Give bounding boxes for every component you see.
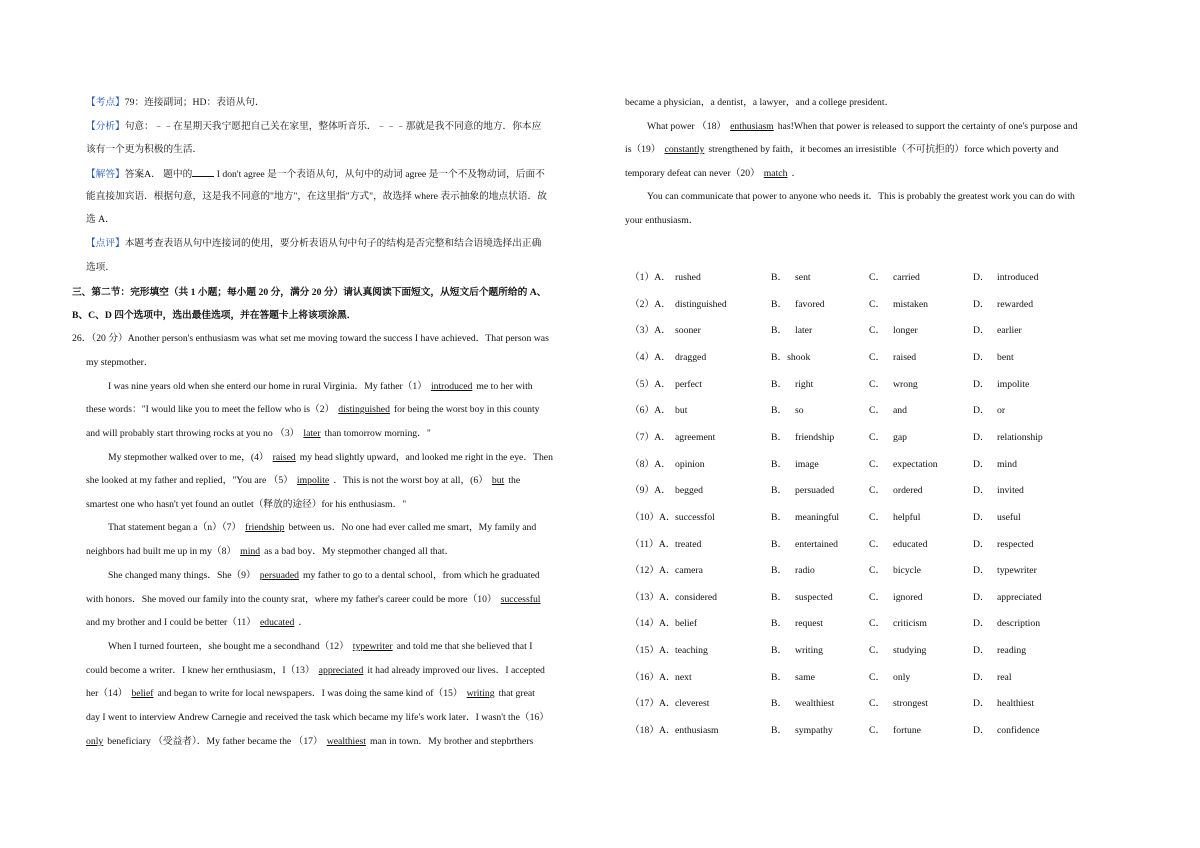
option-c-text: raised: [893, 351, 917, 363]
option-c-text: wrong: [893, 378, 918, 390]
dianping-text-2: 选项．: [86, 262, 116, 273]
answer-15: writing: [466, 688, 495, 699]
passage-text: and told me that she believed that I: [396, 641, 533, 652]
passage-text: these words："I would like you to meet the fellow who is（2）: [86, 404, 335, 415]
option-c-text: expectation: [893, 458, 938, 470]
option-a-text: enthusiasm: [675, 725, 719, 737]
passage-text: that great: [498, 688, 535, 699]
option-b-letter: B．: [771, 458, 788, 470]
option-number: （11）A．: [630, 538, 676, 550]
option-d-text: real: [997, 671, 1012, 683]
section-heading-text-2: B、C、D 四个选项中，选出最佳选项，并在答题卡上将该项涂黑．: [72, 310, 357, 321]
passage-text: ．: [791, 168, 802, 179]
passage-p2-line-2: [86, 403, 592, 417]
option-b-letter: B．: [771, 298, 788, 310]
option-b-letter: B．: [771, 485, 788, 497]
option-c-text: gap: [893, 431, 907, 443]
option-d-text: relationship: [997, 431, 1043, 443]
kaodian-text: 79：连接副词；HD：表语从句．: [124, 97, 265, 108]
fenxi-tag: 【分析】: [86, 121, 125, 132]
option-row: [625, 538, 1135, 552]
jieda-blank: [192, 166, 214, 177]
passage-text: my head slightly upward，and looked me right in the eye．Then: [299, 452, 553, 463]
option-c-letter: C．: [869, 298, 886, 310]
option-d-text: confidence: [997, 725, 1040, 737]
passage-r-line-2: [647, 120, 1150, 134]
passage-p4-line-2: [86, 545, 592, 559]
option-c-letter: C．: [869, 405, 886, 417]
passage-p6-line-5: [86, 735, 592, 749]
passage-p5-line-1: [108, 569, 614, 583]
passage-p6-line-3: [86, 687, 592, 701]
option-b-letter: B．: [771, 671, 788, 683]
answer-20: match: [763, 168, 788, 179]
passage-p3-line-1: [108, 451, 614, 465]
option-a-text: next: [675, 671, 692, 683]
passage-text: smartest one who hasn't yet found an outlet（释放的途径）for his enthusiasm．": [86, 499, 407, 510]
option-row: [625, 298, 1135, 312]
passage-text: My stepmother walked over to me，(4）: [108, 452, 269, 463]
option-c-letter: C．: [869, 272, 886, 283]
dianping-line-1: [86, 237, 592, 251]
passage-text: it had already improved our lives．I accepted: [367, 665, 545, 676]
option-a-text: treated: [675, 538, 702, 550]
jieda-text-1b: I don't agree 是一个表语从句，从句中的动词 agree 是一个不及物动词，后面不: [214, 169, 545, 180]
option-a-text: rushed: [675, 272, 701, 283]
option-c-letter: C．: [869, 671, 886, 683]
passage-text: my stepmother．: [86, 357, 154, 368]
passage-r-line-1: [625, 96, 1128, 110]
option-a-text: but: [675, 405, 688, 417]
option-b-letter: B．: [771, 618, 788, 630]
jieda-text-3: 选 A．: [86, 214, 115, 225]
passage-r-line-6: [625, 214, 1128, 228]
passage-r-line-5: [647, 190, 1150, 204]
option-b-letter: B．shook: [771, 351, 811, 363]
option-b-text: so: [795, 405, 804, 417]
passage-text: as a bad boy．My stepmother changed all that．: [264, 546, 455, 557]
option-b-text: right: [795, 378, 814, 390]
answer-9: persuaded: [259, 570, 299, 581]
option-b-text: friendship: [795, 431, 835, 443]
option-b-text: sympathy: [795, 725, 833, 737]
kaodian-line: [86, 96, 592, 110]
option-d-text: typewriter: [997, 565, 1037, 577]
option-c-text: helpful: [893, 511, 921, 523]
option-d-text: appreciated: [997, 591, 1042, 603]
passage-text: could become a writer．I knew her ernthusiasm，I（13）: [86, 665, 315, 676]
passage-text: man in town．My brother and stepbrthers: [370, 736, 534, 747]
option-row: [625, 697, 1135, 711]
option-d-letter: D．: [973, 671, 990, 683]
option-b-text: favored: [795, 298, 825, 310]
answer-2: distinguished: [338, 404, 390, 415]
option-row: [625, 644, 1135, 658]
option-b-letter: B．: [771, 591, 788, 603]
option-b-letter: B．: [771, 511, 788, 523]
option-row: [625, 431, 1135, 445]
fenxi-line-1: [86, 120, 592, 134]
jieda-text-1a: 答案A． 题中的: [124, 169, 193, 180]
option-number: （3）A．: [630, 325, 671, 337]
option-number: （13）A．: [630, 591, 676, 603]
passage-text: You can communicate that power to anyone who needs it．This is probably the greatest work you can do with: [647, 191, 1075, 202]
passage-text: the: [508, 475, 521, 486]
option-row: [625, 564, 1135, 578]
option-d-letter: D．: [973, 378, 990, 390]
jieda-line-1: [86, 166, 592, 182]
option-a-text: considered: [675, 591, 717, 603]
answer-17: wealthiest: [326, 736, 366, 747]
answer-5: impolite: [296, 475, 330, 486]
option-d-letter: D．: [973, 351, 990, 363]
passage-text: ．: [298, 617, 309, 628]
answer-6: but: [491, 475, 505, 486]
option-a-text: successfol: [675, 511, 715, 523]
answer-11: educated: [259, 617, 295, 628]
option-d-letter: D．: [973, 698, 990, 710]
option-b-letter: B．: [771, 725, 788, 737]
option-d-text: rewarded: [997, 298, 1034, 310]
option-c-text: mistaken: [893, 298, 928, 310]
passage-p6-line-2: [86, 664, 592, 678]
passage-text: strengthened by faith，it becomes an irresistible（不可抗拒的）force which poverty and: [708, 144, 1059, 155]
option-d-letter: D．: [973, 511, 990, 523]
option-d-text: respected: [997, 538, 1034, 550]
option-c-letter: C．: [869, 591, 886, 603]
answer-3: later: [303, 428, 321, 439]
option-d-letter: D．: [973, 618, 990, 630]
option-b-letter: B．: [771, 272, 788, 283]
passage-text: 26．（20 分）Another person's enthusiasm was what set me moving toward the success I have achieved．That person was: [72, 333, 549, 344]
option-b-text: wealthiest: [795, 698, 835, 710]
option-c-letter: C．: [869, 458, 886, 470]
passage-p6-line-4: [86, 711, 592, 725]
option-number: （16）A．: [630, 671, 676, 683]
option-number: （15）A．: [630, 645, 676, 657]
option-c-text: and: [893, 405, 907, 417]
answer-1: introduced: [430, 381, 473, 392]
option-b-letter: B．: [771, 538, 788, 550]
option-c-letter: C．: [869, 725, 886, 737]
option-row: [625, 591, 1135, 605]
option-d-letter: D．: [973, 565, 990, 577]
option-b-text: image: [795, 458, 819, 470]
option-b-letter: B．: [771, 431, 788, 443]
option-b-text: sent: [795, 272, 811, 283]
option-c-text: educated: [893, 538, 928, 550]
option-b-text: writing: [795, 645, 823, 657]
passage-text: I was nine years old when she enterd our home in rural Virginia．My father（1）: [108, 381, 427, 392]
option-b-letter: B．: [771, 405, 788, 417]
answer-12: typewriter: [352, 641, 393, 652]
answer-18: enthusiasm: [730, 121, 774, 132]
jieda-line-3: [86, 213, 592, 227]
passage-text: has!When that power is released to support the certainty of one's purpose and: [777, 121, 1078, 132]
option-d-letter: D．: [973, 645, 990, 657]
passage-text: her（14）: [86, 688, 128, 699]
answer-8: mind: [240, 546, 261, 557]
passage-text: and my brother and I could be better（11）: [86, 617, 256, 628]
passage-text: and will probably start throwing rocks at you no （3）: [86, 428, 300, 439]
option-d-text: useful: [997, 511, 1021, 523]
option-row: [625, 484, 1135, 498]
option-c-letter: C．: [869, 698, 886, 710]
option-d-letter: D．: [973, 725, 990, 737]
option-d-letter: D．: [973, 325, 990, 337]
passage-text: is（19）: [625, 144, 661, 155]
dianping-line-2: [86, 261, 592, 275]
option-b-text: suspected: [795, 591, 833, 603]
option-d-letter: D．: [973, 431, 990, 443]
option-c-letter: C．: [869, 618, 886, 630]
option-a-text: perfect: [675, 378, 702, 390]
passage-text: between us．No one had ever called me smart，My family and: [288, 522, 537, 533]
jieda-tag: 【解答】: [86, 169, 125, 180]
option-row: [625, 511, 1135, 525]
option-c-text: bicycle: [893, 565, 921, 577]
passage-p6-line-1: [108, 640, 614, 654]
option-row: [625, 324, 1135, 338]
option-d-text: or: [997, 405, 1006, 417]
passage-p3-line-2: [86, 474, 592, 488]
option-d-text: mind: [997, 458, 1017, 470]
answer-16: only: [86, 736, 104, 747]
option-a-text: camera: [675, 565, 703, 577]
answer-14: belief: [131, 688, 154, 699]
option-d-letter: D．: [973, 485, 990, 497]
option-b-letter: B．: [771, 325, 788, 337]
option-d-text: bent: [997, 351, 1014, 363]
kaodian-tag: 【考点】: [86, 97, 125, 108]
option-number: （7）A．: [630, 431, 671, 443]
passage-text: beneficiary （受益者）．My father became the （17）: [107, 736, 323, 747]
option-d-text: healthiest: [997, 698, 1035, 710]
option-number: （5）A．: [630, 378, 671, 390]
option-row: [625, 671, 1135, 685]
dianping-tag: 【点评】: [86, 238, 125, 249]
option-c-text: strongest: [893, 698, 928, 710]
passage-r-line-4: [625, 167, 1128, 181]
passage-p1-line-2: [86, 356, 592, 370]
passage-p2-line-3: [86, 427, 592, 441]
dianping-text-1: 本题考查表语从句中连接词的使用，要分析表语从句中句子的结构是否完整和结合语境选择出正确: [124, 238, 542, 249]
answer-4: raised: [272, 452, 296, 463]
option-c-text: carried: [893, 272, 920, 283]
jieda-line-2: [86, 190, 592, 204]
option-d-letter: D．: [973, 272, 990, 283]
option-row: [625, 378, 1135, 392]
option-b-text: radio: [795, 565, 815, 577]
option-number: （4）A．: [630, 351, 671, 363]
option-a-text: begged: [675, 485, 703, 497]
option-c-text: ignored: [893, 591, 923, 603]
passage-text: She changed many things．She（9）: [108, 570, 256, 581]
option-row: [625, 458, 1135, 472]
option-a-text: teaching: [675, 645, 708, 657]
section-heading-2: [72, 309, 578, 323]
option-d-text: impolite: [997, 378, 1030, 390]
option-d-letter: D．: [973, 458, 990, 470]
option-d-text: invited: [997, 485, 1024, 497]
option-b-text: meaningful: [795, 511, 840, 523]
option-number: （2）A．: [630, 298, 671, 310]
option-a-text: belief: [675, 618, 698, 630]
option-c-letter: C．: [869, 565, 886, 577]
option-a-text: dragged: [675, 351, 707, 363]
passage-text: temporary defeat can never（20）: [625, 168, 760, 179]
passage-text: That statement began a（n）（7）: [108, 522, 242, 533]
option-d-letter: D．: [973, 591, 990, 603]
passage-text: your enthusiasm．: [625, 215, 699, 226]
option-number: （6）A．: [630, 405, 671, 417]
option-c-text: studying: [893, 645, 927, 657]
fenxi-text-2: 该有一个更为积极的生活．: [86, 144, 203, 155]
option-c-letter: C．: [869, 325, 886, 337]
option-c-letter: C．: [869, 378, 886, 390]
passage-p5-line-2: [86, 593, 592, 607]
passage-text: When I turned fourteen，she bought me a secondhand（12）: [108, 641, 349, 652]
passage-text: ．This is not the worst boy at all，(6）: [333, 475, 488, 486]
option-number: （17）A．: [630, 698, 676, 710]
passage-p1-line-1: [72, 332, 578, 346]
option-d-text: reading: [997, 645, 1027, 657]
answer-13: appreciated: [318, 665, 364, 676]
passage-text: for being the worst boy in this county: [393, 404, 540, 415]
option-b-text: request: [795, 618, 823, 630]
option-c-text: criticism: [893, 618, 927, 630]
option-number: （8）A．: [630, 458, 671, 470]
option-c-letter: C．: [869, 511, 886, 523]
passage-text: than tomorrow morning．": [324, 428, 431, 439]
option-a-text: opinion: [675, 458, 705, 470]
option-a-text: distinguished: [675, 298, 727, 310]
passage-text: What power （18）: [647, 121, 727, 132]
option-number: （1）A．: [630, 272, 671, 283]
fenxi-text-1: 句意：﹣﹣在星期天我宁愿把自己关在家里，整体听音乐．﹣﹣﹣那就是我不同意的地方．你本应: [124, 121, 542, 132]
section-heading-1: [72, 286, 578, 300]
option-number: （12）A．: [630, 565, 676, 577]
passage-p5-line-3: [86, 616, 592, 630]
option-c-letter: C．: [869, 485, 886, 497]
option-c-text: fortune: [893, 725, 921, 737]
option-a-text: cleverest: [675, 698, 710, 710]
passage-text: with honors．She moved our family into the county srat，where my father's career could be more（10）: [86, 594, 497, 605]
passage-text: and began to write for local newspapers．I was doing the same kind of（15）: [157, 688, 463, 699]
jieda-text-2: 能直接加宾语．根据句意，这是我不同意的"地方"，在这里指"方式"，故选择 where 表示抽象的地点状语．故: [86, 191, 547, 202]
option-b-text: same: [795, 671, 815, 683]
passage-p3-line-3: [86, 498, 592, 512]
option-d-text: earlier: [997, 325, 1022, 337]
option-b-letter: B．: [771, 698, 788, 710]
option-b-letter: B．: [771, 378, 788, 390]
option-row: [625, 404, 1135, 418]
option-c-text: longer: [893, 325, 918, 337]
option-number: （14）A．: [630, 618, 676, 630]
option-row: [625, 271, 1135, 285]
option-b-text: entertained: [795, 538, 839, 550]
option-b-text: later: [795, 325, 813, 337]
option-b-letter: B．: [771, 565, 788, 577]
passage-text: day I went to interview Andrew Carnegie and received the task which became my life's work later．I wasn't the（16）: [86, 712, 549, 723]
passage-text: became a physician，a dentist，a lawyer，and a college president．: [625, 97, 895, 108]
option-d-letter: D．: [973, 538, 990, 550]
option-d-letter: D．: [973, 405, 990, 417]
option-row: [625, 724, 1135, 738]
option-number: （10）A．: [630, 511, 676, 523]
option-c-text: ordered: [893, 485, 923, 497]
option-b-text: persuaded: [795, 485, 835, 497]
answer-7: friendship: [245, 522, 285, 533]
option-number: （9）A．: [630, 485, 671, 497]
option-row: [625, 617, 1135, 631]
option-c-letter: C．: [869, 645, 886, 657]
passage-text: me to her with: [476, 381, 533, 392]
option-row: [625, 351, 1135, 365]
passage-r-line-3: [625, 143, 1128, 157]
option-c-letter: C．: [869, 538, 886, 550]
option-number: （18）A．: [630, 725, 676, 737]
option-d-text: description: [997, 618, 1041, 630]
passage-text: my father to go to a dental school，from which he graduated: [303, 570, 540, 581]
answer-10: successful: [500, 594, 541, 605]
section-heading-text-1: 三、第二节：完形填空（共 1 小题；每小题 20 分，满分 20 分）请认真阅读下面短文，从短文后个题所给的 A、: [72, 287, 547, 298]
option-a-text: sooner: [675, 325, 701, 337]
fenxi-line-2: [86, 143, 592, 157]
option-c-letter: C．: [869, 431, 886, 443]
passage-p4-line-1: [108, 521, 614, 535]
passage-text: neighbors had built me up in my（8）: [86, 546, 237, 557]
option-d-text: introduced: [997, 272, 1039, 283]
option-a-text: agreement: [675, 431, 716, 443]
option-d-letter: D．: [973, 298, 990, 310]
answer-19: constantly: [664, 144, 705, 155]
passage-text: she looked at my father and replied，"You are （5）: [86, 475, 293, 486]
option-b-letter: B．: [771, 645, 788, 657]
passage-p2-line-1: [108, 380, 614, 394]
option-c-letter: C．: [869, 351, 886, 363]
option-c-text: only: [893, 671, 911, 683]
